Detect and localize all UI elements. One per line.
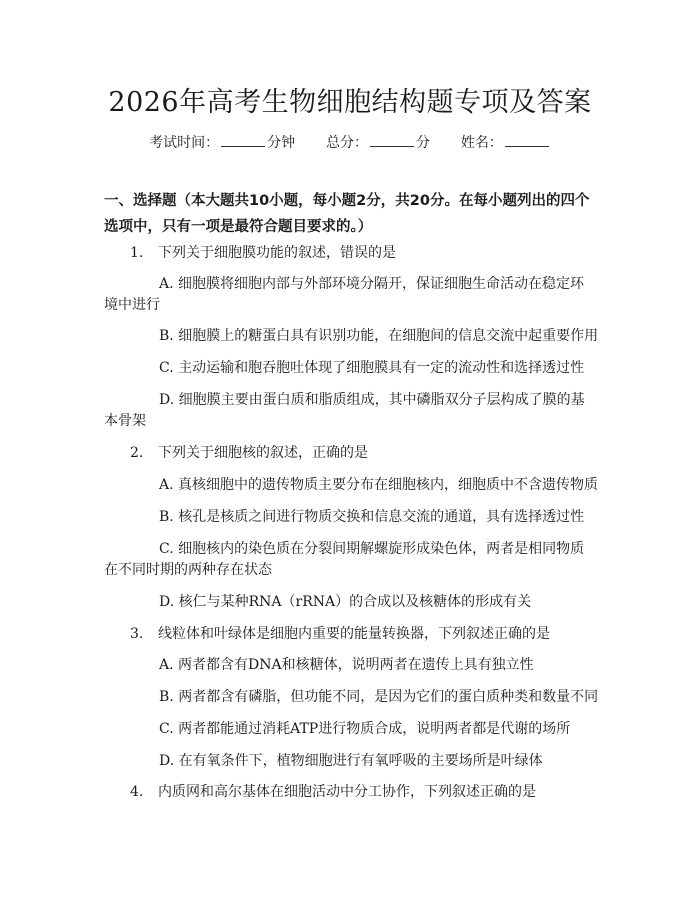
option-1b: B. 细胞膜上的糖蛋白具有识别功能，在细胞间的信息交流中起重要作用 bbox=[159, 328, 599, 344]
time-blank bbox=[221, 134, 265, 147]
option-1d: D. 细胞膜主要由蛋白质和脂质组成，其中磷脂双分子层构成了膜的基本骨架 bbox=[104, 392, 585, 429]
option-3a: A. 两者都含有DNA和核糖体，说明两者在遗传上具有独立性 bbox=[159, 657, 534, 673]
exam-meta bbox=[0, 132, 700, 152]
question-stem: 下列关于细胞核的叙述，正确的是 bbox=[158, 445, 368, 461]
question-number: 3. bbox=[130, 626, 144, 642]
question-number: 2. bbox=[130, 445, 144, 461]
name-blank bbox=[505, 134, 549, 147]
score-blank bbox=[370, 134, 414, 147]
question-4 bbox=[130, 782, 600, 803]
option-3d: D. 在有氧条件下，植物细胞进行有氧呼吸的主要场所是叶绿体 bbox=[159, 753, 543, 769]
question-stem: 内质网和高尔基体在细胞活动中分工协作，下列叙述正确的是 bbox=[158, 784, 536, 800]
option-2c: C. 细胞核内的染色质在分裂间期解螺旋形成染色体，两者是相同物质在不同时期的两种存在状态 bbox=[104, 541, 585, 578]
page-title: 2026年高考生物细胞结构题专项及答案 bbox=[108, 87, 592, 118]
question-stem: 下列关于细胞膜功能的叙述，错误的是 bbox=[158, 245, 396, 261]
time-label: 考试时间： bbox=[149, 135, 220, 151]
option-3c: C. 两者都能通过消耗ATP进行物质合成，说明两者都是代谢的场所 bbox=[159, 721, 571, 737]
score-unit: 分 bbox=[416, 135, 430, 151]
option-2a: A. 真核细胞中的遗传物质主要分布在细胞核内，细胞质中不含遗传物质 bbox=[159, 477, 599, 493]
section-heading: 一、选择题（本大题共10小题，每小题2分，共20分。在每小题列出的四个选项中，只有一项是最符合题目要求的。） bbox=[104, 193, 590, 235]
option-2b: B. 核孔是核质之间进行物质交换和信息交流的通道，具有选择透过性 bbox=[159, 509, 585, 525]
time-unit: 分钟 bbox=[267, 135, 296, 151]
name-label: 姓名： bbox=[460, 135, 503, 151]
question-number: 1. bbox=[130, 245, 144, 261]
score-label: 总分： bbox=[326, 135, 368, 151]
question-2 bbox=[130, 443, 600, 464]
question-stem: 线粒体和叶绿体是细胞内重要的能量转换器，下列叙述正确的是 bbox=[158, 626, 550, 642]
option-3b: B. 两者都含有磷脂，但功能不同，是因为它们的蛋白质种类和数量不同 bbox=[159, 689, 599, 705]
option-2d: D. 核仁与某种RNA（rRNA）的合成以及核糖体的形成有关 bbox=[159, 594, 532, 610]
option-1a: A. 细胞膜将细胞内部与外部环境分隔开，保证细胞生命活动在稳定环境中进行 bbox=[104, 276, 585, 313]
question-3 bbox=[130, 624, 600, 645]
question-1 bbox=[130, 243, 600, 264]
option-1c: C. 主动运输和胞吞胞吐体现了细胞膜具有一定的流动性和选择透过性 bbox=[159, 360, 585, 376]
question-number: 4. bbox=[130, 784, 144, 800]
